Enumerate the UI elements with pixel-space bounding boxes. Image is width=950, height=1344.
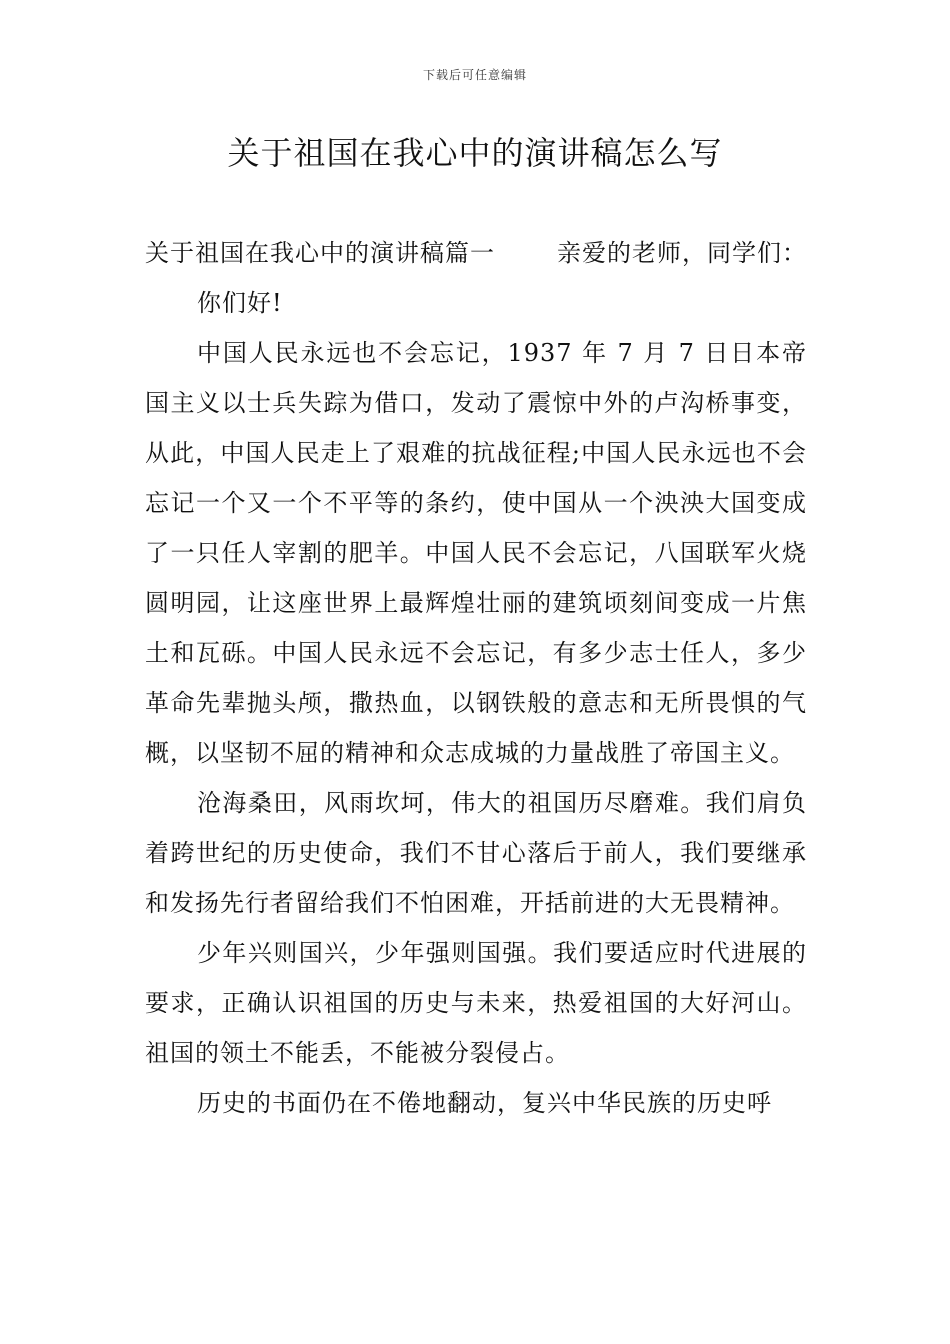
paragraph-3: 少年兴则国兴，少年强则国强。我们要适应时代进展的要求，正确认识祖国的历史与未来，热爱祖国的大好河山。祖国的领土不能丢，不能被分裂侵占。 [145, 939, 807, 1067]
document-title: 关于祖国在我心中的演讲稿怎么写 [227, 134, 723, 172]
intro-line [145, 228, 807, 278]
paragraph-4: 历史的书面仍在不倦地翻动，复兴中华民族的历史呼 [197, 1089, 772, 1117]
document-body [145, 228, 807, 1128]
header-note: 下载后可任意编辑 [422, 68, 527, 82]
salutation: 亲爱的老师，同学们： [557, 239, 807, 267]
paragraph-2: 沧海桑田，风雨坎坷，伟大的祖国历尽磨难。我们肩负着跨世纪的历史使命，我们不甘心落后于前人，我们要继承和发扬先行者留给我们不怕困难，开括前进的大无畏精神。 [145, 789, 807, 917]
section-heading: 关于祖国在我心中的演讲稿篇一 [145, 239, 495, 267]
paragraph-1: 中国人民永远也不会忘记，1937 年 7 月 7 日日本帝国主义以士兵失踪为借口，发动了震惊中外的卢沟桥事变，从此，中国人民走上了艰难的抗战征程;中国人民永远也不会忘记一个又一个不平等的条约，使中国从一个泱泱大国变成了一只任人宰割的肥羊。中国人民不会忘记，八国联军火烧圆明园，让这座世界上最辉煌壮丽的建筑顷刻间变成一片焦土和瓦砾。中国人民永远不会忘记，有多少志士任人，多少革命先辈抛头颅，撒热血，以钢铁般的意志和无所畏惧的气概，以坚韧不屈的精神和众志成城的力量战胜了帝国主义。 [145, 339, 807, 767]
greeting: 你们好! [197, 289, 283, 317]
